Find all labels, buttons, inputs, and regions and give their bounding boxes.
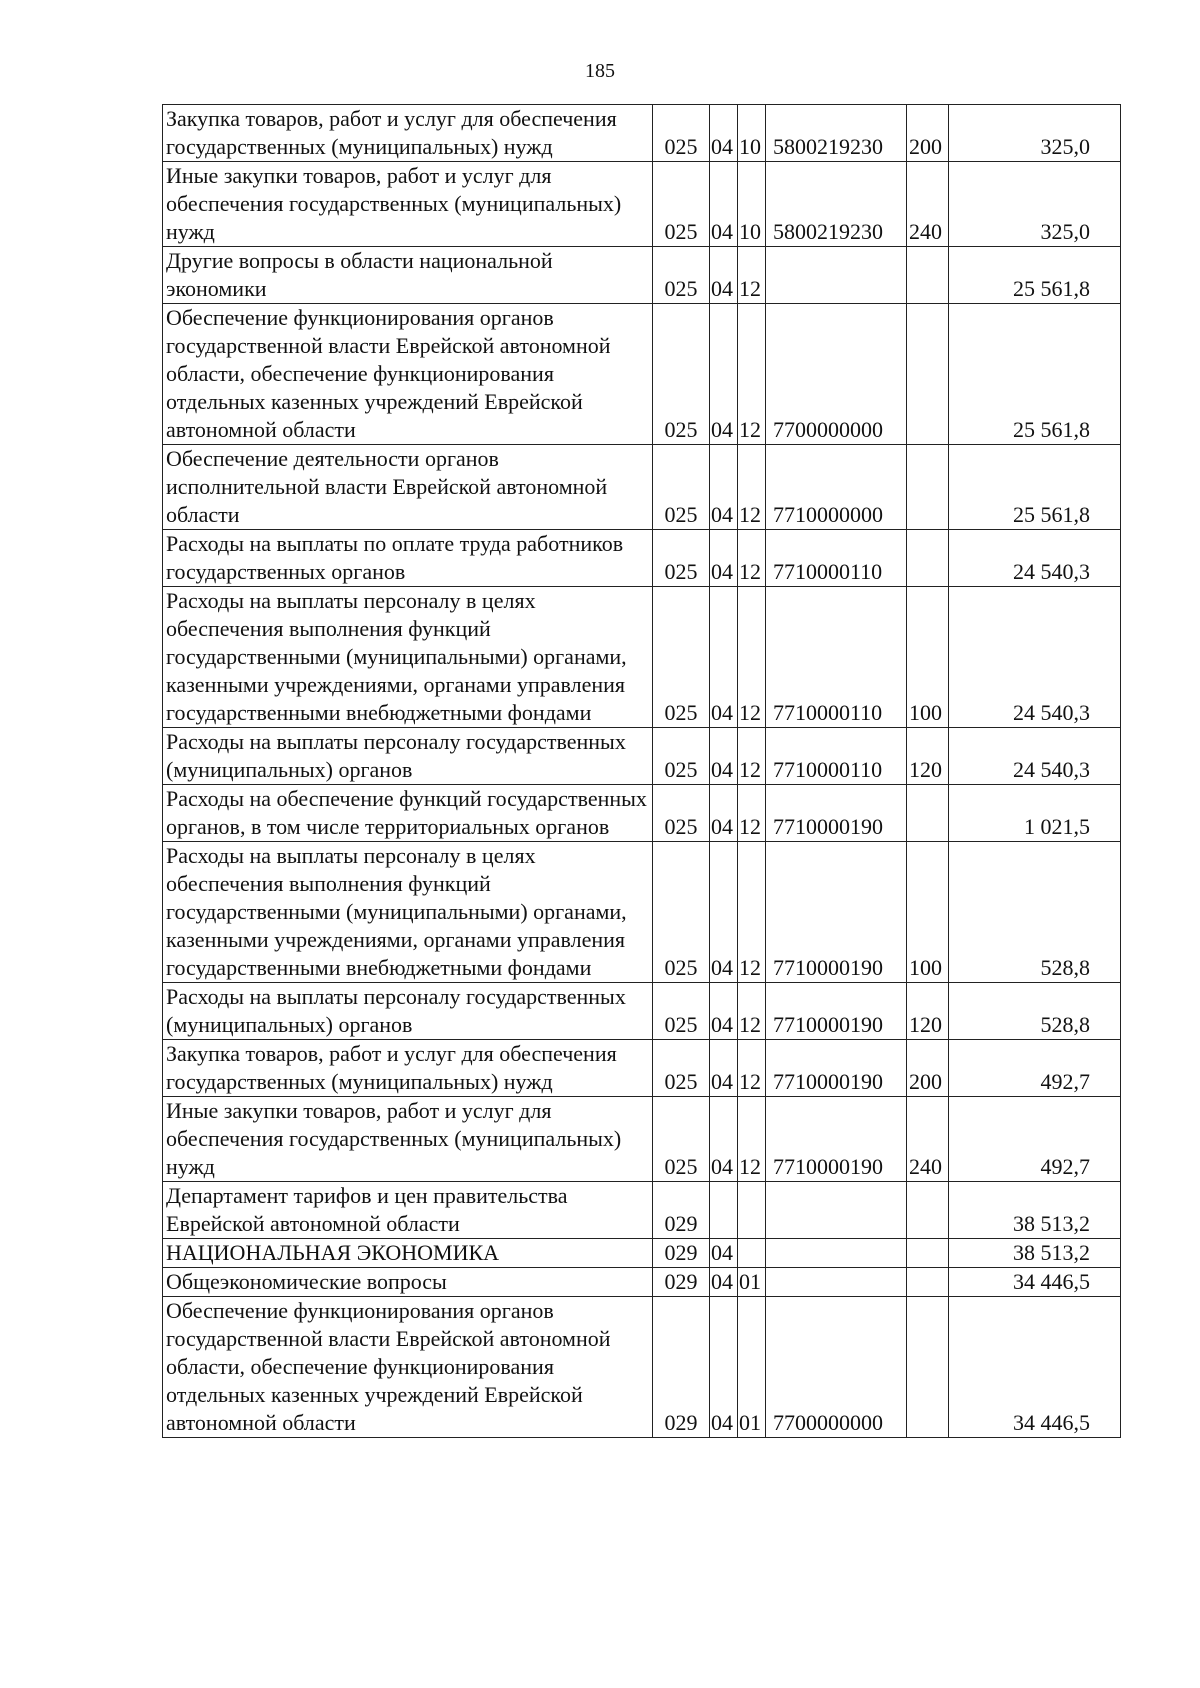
section-code-cell: 04 [710,304,738,445]
department-code-cell: 029 [653,1268,710,1297]
subsection-code-cell: 10 [738,162,766,247]
table-row [163,1097,1121,1182]
expense-name-cell: Обеспечение функционирования органов государственной власти Еврейской автономной области, обеспечение функционирования отдельных казенных учреждений Еврейской автономной области [163,1297,653,1438]
department-code-cell: 029 [653,1239,710,1268]
expense-name-cell: Другие вопросы в области национальной экономики [163,247,653,304]
table-row [163,530,1121,587]
target-article-cell: 5800219230 [766,162,907,247]
table-row [163,1182,1121,1239]
expense-type-cell: 100 [907,587,949,728]
target-article-cell [766,247,907,304]
target-article-cell: 7700000000 [766,1297,907,1438]
expense-type-cell [907,1297,949,1438]
department-code-cell: 025 [653,530,710,587]
department-code-cell: 025 [653,247,710,304]
department-code-cell: 029 [653,1182,710,1239]
subsection-code-cell: 12 [738,842,766,983]
target-article-cell: 7710000110 [766,587,907,728]
expense-name-cell: Расходы на выплаты персоналу государственных (муниципальных) органов [163,983,653,1040]
expense-name-cell: Расходы на выплаты персоналу государственных (муниципальных) органов [163,728,653,785]
amount-cell: 528,8 [949,983,1121,1040]
department-code-cell: 025 [653,587,710,728]
expense-type-cell: 240 [907,162,949,247]
department-code-cell: 025 [653,1040,710,1097]
expense-name-cell: Обеспечение деятельности органов исполнительной власти Еврейской автономной области [163,445,653,530]
subsection-code-cell: 12 [738,785,766,842]
expense-name-cell: Закупка товаров, работ и услуг для обеспечения государственных (муниципальных) нужд [163,1040,653,1097]
expense-name-cell: Общеэкономические вопросы [163,1268,653,1297]
table-row [163,983,1121,1040]
section-code-cell: 04 [710,1040,738,1097]
amount-cell: 34 446,5 [949,1268,1121,1297]
amount-cell: 25 561,8 [949,304,1121,445]
expense-name-cell: НАЦИОНАЛЬНАЯ ЭКОНОМИКА [163,1239,653,1268]
target-article-cell: 7710000190 [766,1097,907,1182]
table-row [163,445,1121,530]
section-code-cell: 04 [710,162,738,247]
subsection-code-cell: 01 [738,1268,766,1297]
page-number: 185 [585,60,615,82]
expense-name-cell: Расходы на выплаты персоналу в целях обеспечения выполнения функций государственными (муниципальными) органами, казенными учреждениями, органами управления государственными внебюджетными фондами [163,587,653,728]
amount-cell: 24 540,3 [949,728,1121,785]
expense-type-cell [907,304,949,445]
subsection-code-cell [738,1239,766,1268]
table-row [163,247,1121,304]
subsection-code-cell: 12 [738,247,766,304]
section-code-cell [710,1182,738,1239]
subsection-code-cell: 12 [738,983,766,1040]
subsection-code-cell: 12 [738,587,766,728]
amount-cell: 492,7 [949,1097,1121,1182]
expense-name-cell: Расходы на обеспечение функций государственных органов, в том числе территориальных органов [163,785,653,842]
section-code-cell: 04 [710,983,738,1040]
amount-cell: 325,0 [949,105,1121,162]
expense-name-cell: Обеспечение функционирования органов государственной власти Еврейской автономной области, обеспечение функционирования отдельных казенных учреждений Еврейской автономной области [163,304,653,445]
target-article-cell: 5800219230 [766,105,907,162]
amount-cell: 25 561,8 [949,247,1121,304]
department-code-cell: 025 [653,728,710,785]
budget-table [162,104,1121,1438]
target-article-cell: 7710000190 [766,785,907,842]
table-row [163,105,1121,162]
expense-type-cell [907,445,949,530]
subsection-code-cell: 10 [738,105,766,162]
expense-name-cell: Расходы на выплаты персоналу в целях обеспечения выполнения функций государственными (муниципальными) органами, казенными учреждениями, органами управления государственными внебюджетными фондами [163,842,653,983]
amount-cell: 38 513,2 [949,1182,1121,1239]
section-code-cell: 04 [710,445,738,530]
table-row [163,587,1121,728]
expense-name-cell: Закупка товаров, работ и услуг для обеспечения государственных (муниципальных) нужд [163,105,653,162]
target-article-cell: 7710000190 [766,983,907,1040]
table-row [163,1297,1121,1438]
section-code-cell: 04 [710,785,738,842]
amount-cell: 24 540,3 [949,587,1121,728]
section-code-cell: 04 [710,728,738,785]
subsection-code-cell: 12 [738,445,766,530]
table-row [163,1268,1121,1297]
target-article-cell [766,1182,907,1239]
section-code-cell: 04 [710,1239,738,1268]
department-code-cell: 025 [653,162,710,247]
subsection-code-cell: 12 [738,728,766,785]
target-article-cell: 7710000190 [766,1040,907,1097]
expense-type-cell [907,247,949,304]
department-code-cell: 029 [653,1297,710,1438]
section-code-cell: 04 [710,247,738,304]
target-article-cell: 7710000190 [766,842,907,983]
department-code-cell: 025 [653,304,710,445]
subsection-code-cell: 12 [738,304,766,445]
budget-table-body [163,105,1121,1438]
table-row [163,162,1121,247]
section-code-cell: 04 [710,105,738,162]
amount-cell: 38 513,2 [949,1239,1121,1268]
section-code-cell: 04 [710,530,738,587]
expense-name-cell: Расходы на выплаты по оплате труда работников государственных органов [163,530,653,587]
expense-type-cell: 120 [907,983,949,1040]
section-code-cell: 04 [710,1268,738,1297]
table-row [163,304,1121,445]
target-article-cell: 7710000000 [766,445,907,530]
target-article-cell [766,1268,907,1297]
subsection-code-cell [738,1182,766,1239]
department-code-cell: 025 [653,105,710,162]
amount-cell: 492,7 [949,1040,1121,1097]
department-code-cell: 025 [653,785,710,842]
table-row [163,1040,1121,1097]
subsection-code-cell: 01 [738,1297,766,1438]
target-article-cell: 7710000110 [766,530,907,587]
table-row [163,1239,1121,1268]
expense-type-cell [907,1182,949,1239]
amount-cell: 1 021,5 [949,785,1121,842]
subsection-code-cell: 12 [738,530,766,587]
target-article-cell: 7700000000 [766,304,907,445]
department-code-cell: 025 [653,983,710,1040]
section-code-cell: 04 [710,1297,738,1438]
expense-type-cell: 200 [907,105,949,162]
department-code-cell: 025 [653,445,710,530]
section-code-cell: 04 [710,842,738,983]
expense-type-cell: 200 [907,1040,949,1097]
amount-cell: 34 446,5 [949,1297,1121,1438]
expense-name-cell: Иные закупки товаров, работ и услуг для обеспечения государственных (муниципальных) нужд [163,162,653,247]
expense-name-cell: Иные закупки товаров, работ и услуг для обеспечения государственных (муниципальных) нужд [163,1097,653,1182]
amount-cell: 325,0 [949,162,1121,247]
expense-type-cell: 240 [907,1097,949,1182]
expense-type-cell [907,785,949,842]
section-code-cell: 04 [710,1097,738,1182]
expense-type-cell [907,1239,949,1268]
expense-type-cell [907,530,949,587]
table-row [163,842,1121,983]
department-code-cell: 025 [653,842,710,983]
department-code-cell: 025 [653,1097,710,1182]
section-code-cell: 04 [710,587,738,728]
target-article-cell: 7710000110 [766,728,907,785]
expense-type-cell: 120 [907,728,949,785]
expense-type-cell [907,1268,949,1297]
target-article-cell [766,1239,907,1268]
expense-type-cell: 100 [907,842,949,983]
subsection-code-cell: 12 [738,1097,766,1182]
table-row [163,785,1121,842]
expense-name-cell: Департамент тарифов и цен правительства Еврейской автономной области [163,1182,653,1239]
amount-cell: 24 540,3 [949,530,1121,587]
amount-cell: 528,8 [949,842,1121,983]
subsection-code-cell: 12 [738,1040,766,1097]
table-row [163,728,1121,785]
amount-cell: 25 561,8 [949,445,1121,530]
